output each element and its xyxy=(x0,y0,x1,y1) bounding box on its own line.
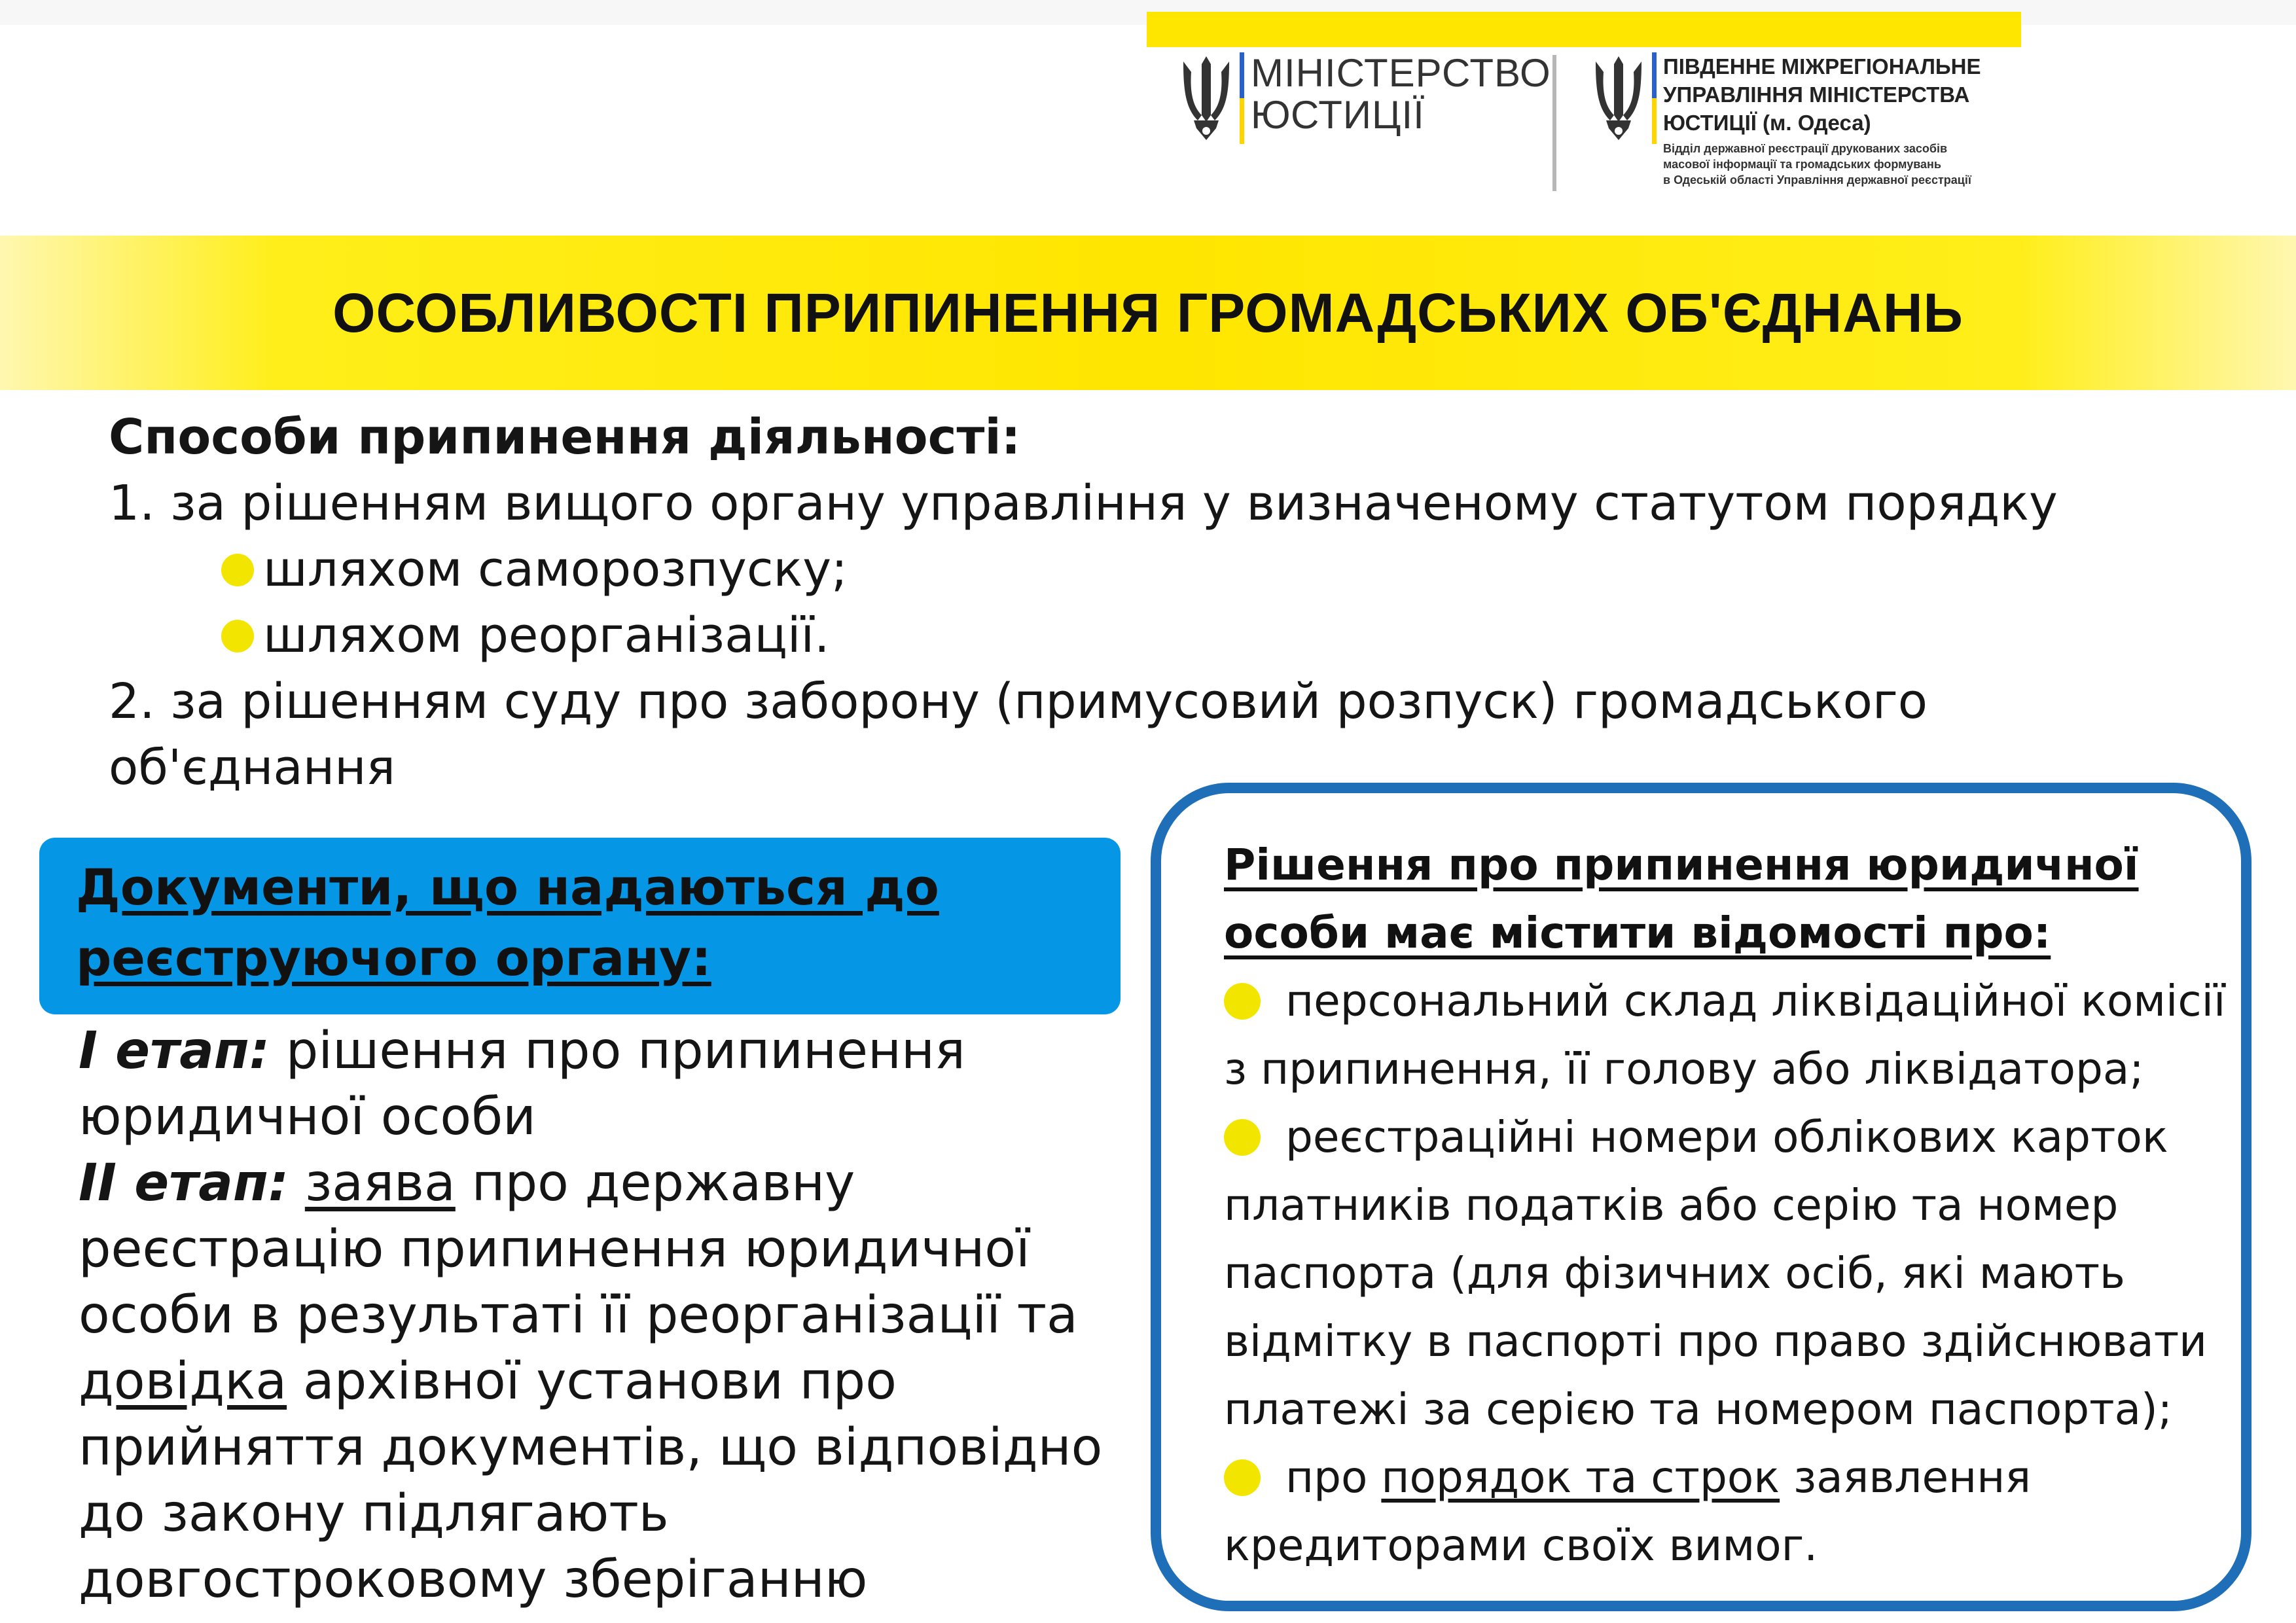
decision-item-continuation: з припинення, її голову або ліквідатора; xyxy=(1224,1044,2144,1094)
department-subtitle-line2: масової інформації та громадських формувань xyxy=(1663,158,1941,171)
decision-item-continuation: платників податків або серію та номер xyxy=(1224,1180,2119,1230)
decision-item xyxy=(1224,1103,2212,1171)
decision-item xyxy=(1224,1444,2212,1512)
header-yellow-strip xyxy=(1147,12,2021,47)
stage-2-line2: реєстрацію припинення юридичної xyxy=(79,1220,1030,1279)
trident-icon xyxy=(1178,52,1234,144)
title-band xyxy=(0,236,2296,390)
south-name-line1: ПІВДЕННЕ МІЖРЕГІОНАЛЬНЕ xyxy=(1663,54,1981,79)
bullet-dot-icon xyxy=(221,620,254,652)
documents-title-line1: Документи, що надаються до xyxy=(76,858,939,916)
decision-item-text: реєстраційні номери облікових карток xyxy=(1285,1112,2168,1162)
south-department-text xyxy=(1663,52,1981,188)
decision-item-text-end: заявлення xyxy=(1780,1452,2032,1503)
decision-title-line2-text: особи має містити відомості про: xyxy=(1224,908,2051,958)
bullet-dot-icon xyxy=(1224,1459,1261,1496)
ministry-name-line2: ЮСТИЦІЇ xyxy=(1251,93,1425,137)
method-item-1: 1. за рішенням вищого органу управління у визначеному статутом порядку xyxy=(109,475,2058,531)
method-sub-item-text: шляхом реорганізації. xyxy=(263,607,830,664)
decision-info-panel xyxy=(1151,783,2251,1611)
stage-1-label: І етап: xyxy=(79,1022,270,1080)
document-stages xyxy=(79,1018,1152,1613)
method-sub-item xyxy=(109,537,2269,603)
decision-item-text: про xyxy=(1285,1452,1382,1503)
decision-items xyxy=(1224,967,2226,1580)
stage-2-text: про державну xyxy=(455,1154,855,1213)
flag-bar xyxy=(1240,52,1244,144)
decision-item-underlined: порядок та строк xyxy=(1381,1452,1780,1503)
south-department-logo xyxy=(1590,52,1981,188)
header-separator xyxy=(1552,55,1556,191)
decision-item-continuation: кредиторами своїх вимог. xyxy=(1224,1520,1818,1571)
bullet-dot-icon xyxy=(221,554,254,586)
documents-header-box xyxy=(39,838,1121,1014)
documents-title-line2: реєструючого органу: xyxy=(76,929,711,987)
stage-2-line1 xyxy=(79,1150,1152,1217)
stage-2-line6: до закону підлягають xyxy=(79,1484,669,1543)
ministry-name xyxy=(1251,52,1551,136)
stage-2-text-certificate: архівної установи про xyxy=(287,1352,897,1411)
trident-icon xyxy=(1590,52,1647,144)
page-title: ОСОБЛИВОСТІ ПРИПИНЕННЯ ГРОМАДСЬКИХ ОБ'ЄДНАНЬ xyxy=(332,281,1964,344)
termination-methods xyxy=(109,404,2269,801)
south-name-line2: УПРАВЛІННЯ МІНІСТЕРСТВА xyxy=(1663,82,1970,107)
decision-item-text: персональний склад ліквідаційної комісії xyxy=(1285,976,2226,1026)
method-item-2-line1: 2. за рішенням суду про заборону (примусовий розпуск) громадського xyxy=(109,673,1928,730)
method-sub-item xyxy=(109,603,2269,669)
stage-2-label: ІІ етап: xyxy=(79,1154,289,1213)
department-subtitle xyxy=(1663,141,1981,188)
south-name-line3: ЮСТИЦІЇ (м. Одеса) xyxy=(1663,111,1871,135)
ministry-logo xyxy=(1178,52,1551,144)
department-subtitle-line3: в Одеській області Управління державної реєстрації xyxy=(1663,173,1971,187)
decision-item-continuation: відмітку в паспорті про право здійснювати xyxy=(1224,1316,2208,1366)
bullet-dot-icon xyxy=(1224,1119,1261,1156)
decision-title-line1 xyxy=(1224,831,2212,899)
decision-item-continuation: паспорта (для фізичних осіб, які мають xyxy=(1224,1248,2125,1298)
decision-title-line1-text: Рішення про припинення юридичної xyxy=(1224,840,2139,890)
decision-title xyxy=(1224,831,2212,967)
stage-1-line2: юридичної особи xyxy=(79,1088,536,1147)
ministry-name-line1: МІНІСТЕРСТВО xyxy=(1251,51,1551,95)
decision-title-line2 xyxy=(1224,899,2212,967)
stage-2-line3: особи в результаті її реорганізації та xyxy=(79,1286,1078,1345)
bullet-dot-icon xyxy=(1224,983,1261,1020)
decision-item xyxy=(1224,967,2226,1035)
method-sub-item-text: шляхом саморозпуску; xyxy=(263,541,848,597)
method-item-2-line2: об'єднання xyxy=(109,740,396,796)
stage-2-keyword-certificate: довідка xyxy=(79,1352,287,1411)
stage-2-line7: довгостроковому зберіганню xyxy=(79,1550,868,1609)
decision-item-continuation: платежі за серією та номером паспорта); xyxy=(1224,1384,2173,1435)
stage-1-text: рішення про припинення xyxy=(270,1022,965,1080)
stage-2-keyword-application: заява xyxy=(304,1154,456,1213)
stage-2-line4 xyxy=(79,1349,1152,1415)
stage-1-line1 xyxy=(79,1018,1152,1084)
documents-title xyxy=(76,852,1084,993)
methods-heading: Способи припинення діяльності: xyxy=(109,409,1021,465)
stage-2-line5: прийняття документів, що відповідно xyxy=(79,1418,1103,1477)
department-subtitle-line1: Відділ державної реєстрації друкованих засобів xyxy=(1663,142,1948,155)
flag-bar xyxy=(1652,52,1657,144)
